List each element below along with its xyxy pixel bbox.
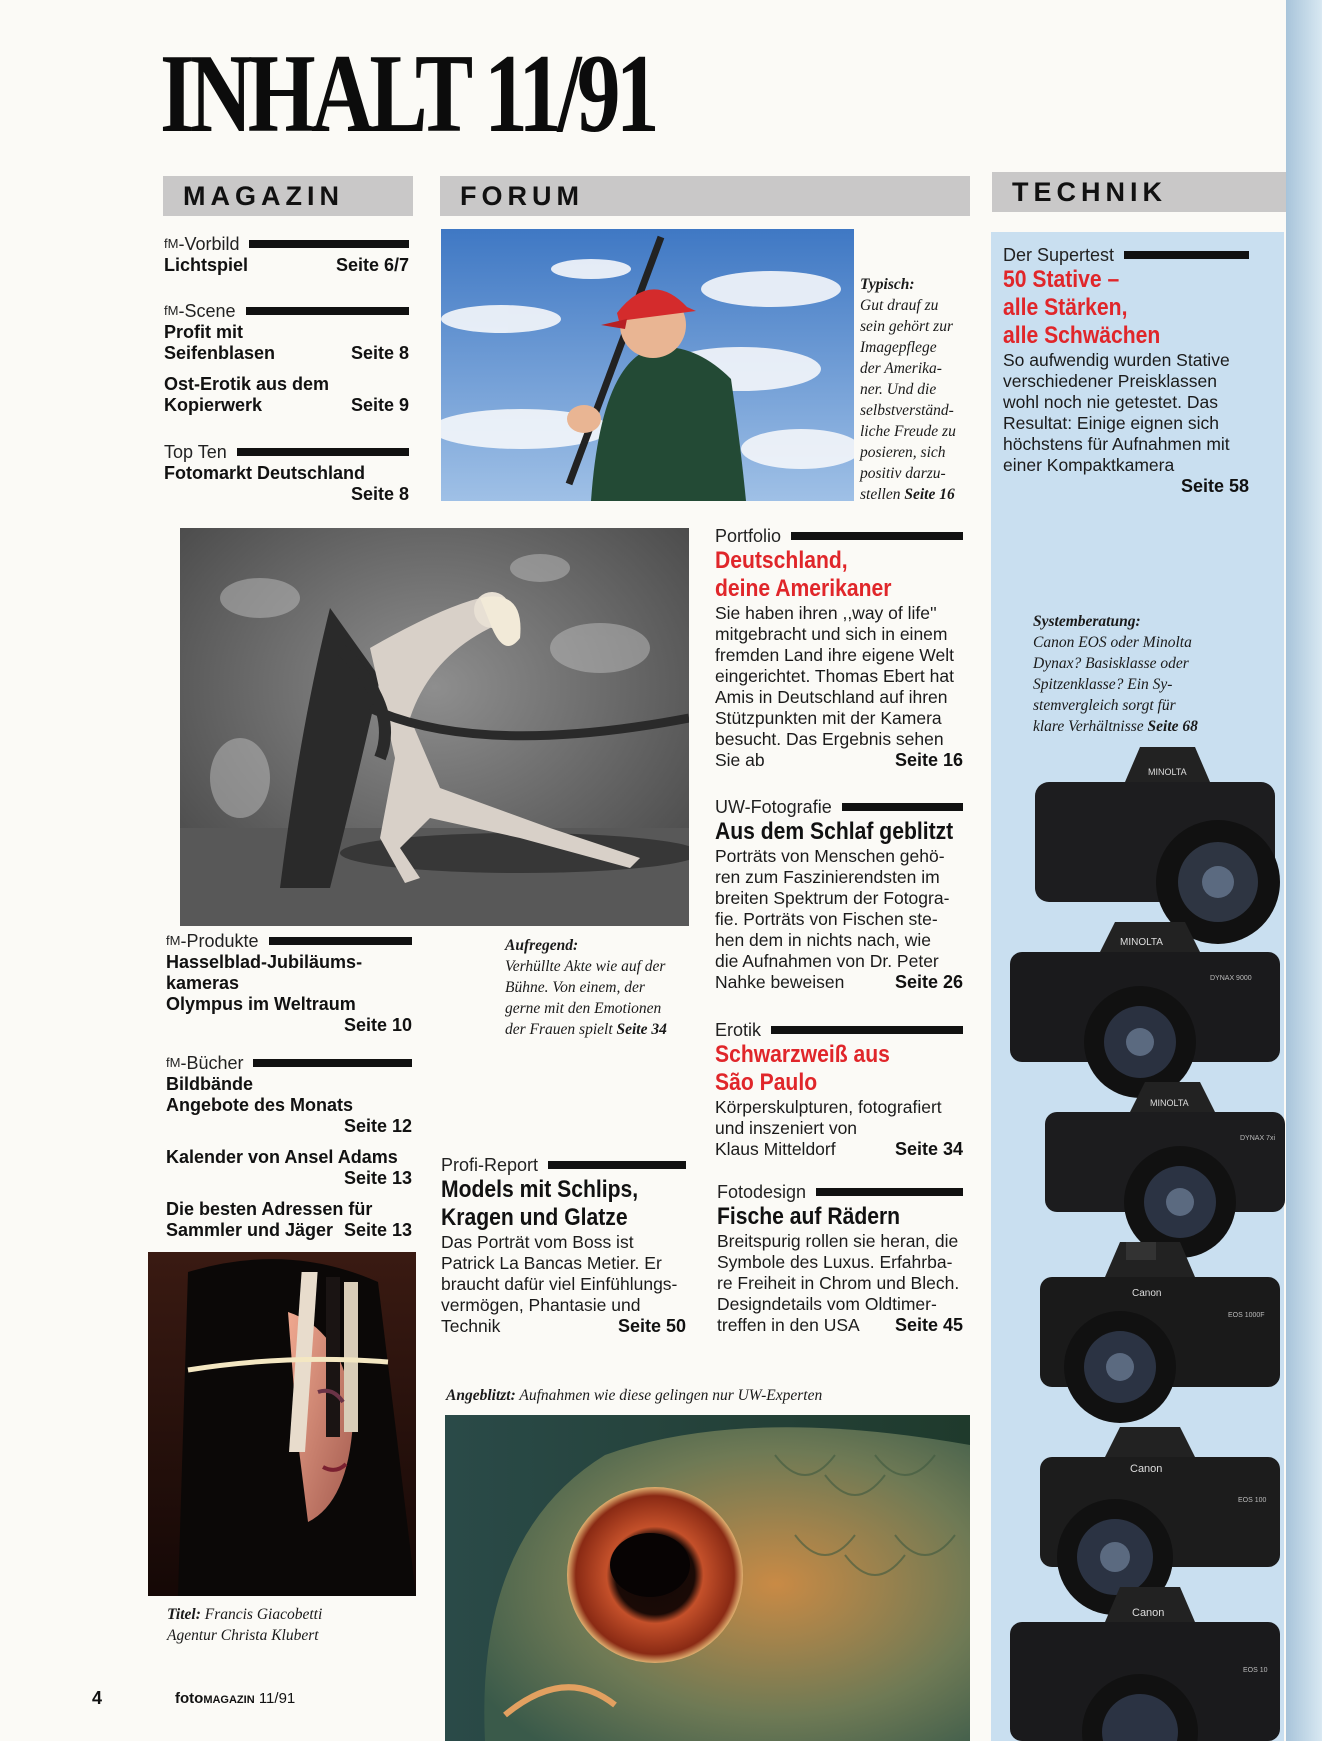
page-ref: Seite 8	[350, 484, 409, 504]
cover-portrait-image	[148, 1252, 416, 1596]
article-erotik[interactable]: Erotik Schwarzweiß aus São Paulo Körperskulpturen, fotografiert und inszeniert von Klaus Mitteldorf Seite 34	[715, 1020, 963, 1159]
camera-1-brand: MINOLTA	[1148, 767, 1187, 777]
kicker-bar	[548, 1161, 686, 1169]
camera-3-brand: MINOLTA	[1150, 1098, 1189, 1108]
caption-systemberatung: Systemberatung: Canon EOS oder Minolta Dynax? Basisklasse oder Spitzenklasse? Ein Sy- stemvergleich sorgt für klare Verhältnisse Seite 68	[1033, 613, 1198, 735]
kicker-bar	[249, 240, 409, 248]
caption-dancer: Aufregend: Verhüllte Akte wie auf der Bühne. Von einem, der gerne mit den Emotionen der Frauen spielt Seite 34	[505, 937, 667, 1038]
camera-5	[1040, 1427, 1280, 1615]
headline: Ost-Erotik aus dem	[164, 374, 330, 394]
camera-6	[1010, 1587, 1280, 1741]
camera-5-model: EOS 100	[1238, 1497, 1267, 1504]
kicker: fM -Produkte	[166, 930, 412, 952]
camera-stack-image	[1000, 742, 1300, 1741]
article-topten[interactable]	[164, 441, 409, 505]
camera-4-model: EOS 1000F	[1228, 1312, 1265, 1319]
camera-stack	[1000, 742, 1300, 1741]
kicker: Erotik	[715, 1019, 963, 1041]
camera-3-model: DYNAX 7xi	[1240, 1135, 1276, 1142]
headline: Fische auf Rädern	[717, 1203, 901, 1230]
camera-4	[1040, 1242, 1280, 1423]
cover-portrait-photo[interactable]	[148, 1252, 416, 1596]
kicker-bar	[269, 937, 413, 945]
camera-2	[1010, 922, 1280, 1098]
page-ref: Seite 10	[343, 1015, 412, 1035]
kicker-bar	[1124, 251, 1249, 259]
kicker-bar	[842, 803, 963, 811]
fish-photo[interactable]	[445, 1415, 970, 1741]
headline: Lichtspiel	[164, 255, 249, 275]
camera-2-brand: MINOLTA	[1120, 937, 1163, 948]
adjacent-page-edge	[1286, 0, 1322, 1741]
headline: Aus dem Schlaf geblitzt	[715, 818, 954, 845]
kicker: Fotodesign	[717, 1181, 963, 1203]
article-vorbild[interactable]	[164, 233, 409, 276]
page-ref: Seite 34	[894, 1139, 963, 1159]
kicker: UW-Fotografie	[715, 796, 963, 818]
section-forum: FORUM	[440, 176, 970, 216]
kicker-bar	[771, 1026, 963, 1034]
footer-issue: fotoMAGAZIN 11/91	[175, 1690, 296, 1707]
camera-4-brand: Canon	[1132, 1288, 1162, 1299]
article-scene[interactable]: fM -Scene Profit mit Seifenblasen Seite 8 Ost-Erotik aus dem Kopierwerk Seite 9	[164, 301, 409, 415]
camera-6-brand: Canon	[1132, 1607, 1165, 1619]
baseball-boy-image	[441, 229, 854, 501]
kicker-bar	[791, 532, 963, 540]
kicker: fM -Bücher	[166, 1052, 412, 1074]
article-supertest[interactable]: Der Supertest 50 Stative – alle Stärken, alle Schwächen So aufwendig wurden Stative verschiedener Preisklassen wohl noch nie getestet. Das Resultat: Einige eignen sich höchstens für Aufnahmen mit einer Kompaktkamera Seite 58	[1003, 245, 1249, 496]
kicker-bar	[237, 448, 409, 456]
caption-fish: Angeblitzt: Aufnahmen wie diese gelingen nur UW-Experten	[446, 1387, 823, 1404]
dancer-photo[interactable]	[180, 528, 689, 926]
caption-boy: Typisch: Gut drauf zu sein gehört zur Imagepflege der Amerika- ner. Und die selbstverständ- liche Freude zu posieren, sich positiv darzu- stellen Seite 16	[860, 276, 956, 503]
headline: Deutschland,	[715, 547, 848, 574]
article-fotodesign[interactable]: Fotodesign Fische auf Rädern Breitspurig rollen sie heran, die Symbole des Luxus. Erfahrba- re Freiheit in Chrom und Blech. Designdetails vom Oldtimer- treffen in den USA Seite 45	[717, 1182, 963, 1335]
page-ref: Seite 12	[343, 1116, 412, 1136]
section-technik: TECHNIK	[992, 172, 1286, 212]
page-ref: Seite 58	[1180, 476, 1249, 496]
kicker-bar	[246, 307, 410, 315]
cover-caption: Titel: Francis Giacobetti Agentur Christa Klubert	[167, 1606, 323, 1644]
page-ref: Seite 13	[343, 1220, 412, 1240]
article-buecher[interactable]: fM -Bücher Bildbände Angebote des Monats Seite 12 Kalender von Ansel Adams Seite 13 Die besten Adressen für Sammler und Jäger Seite 13	[166, 1053, 412, 1240]
headline: Profit mit	[164, 322, 243, 342]
kicker: Portfolio	[715, 525, 963, 547]
article-profi-report[interactable]: Profi-Report Models mit Schlips, Kragen und Glatze Das Porträt vom Boss ist Patrick La Bancas Metier. Er braucht dafür viel Einfühlungs- vermögen, Phantasie und Technik Seite 50	[441, 1155, 686, 1336]
camera-5-brand: Canon	[1130, 1463, 1163, 1475]
camera-6-model: EOS 10	[1243, 1667, 1268, 1674]
section-magazin: MAGAZIN	[163, 176, 413, 216]
article-portfolio[interactable]: Portfolio Deutschland, deine Amerikaner Sie haben ihren ,,way of life'' mitgebracht und sich in einem fremden Land ihre eigene Welt eingerichtet. Thomas Ebert hat Amis in Deutschland auf ihren Stützpunkten mit der Kamera besucht. Das Ergebnis sehen Sie ab Seite 16	[715, 526, 963, 770]
kicker: fM -Scene	[164, 300, 409, 322]
headline: Fotomarkt Deutschland	[164, 463, 366, 483]
kicker: Profi-Report	[441, 1154, 686, 1176]
article-uw-fotografie[interactable]: UW-Fotografie Aus dem Schlaf geblitzt Porträts von Menschen gehö- ren zum Faszinierendsten im breiten Spektrum der Fotogra- fie. Porträts von Fischen ste- hen dem in nichts nach, wie die Aufnahmen von Dr. Peter Nahke beweisen Seite 26	[715, 797, 963, 992]
dancer-image	[180, 528, 689, 926]
kicker: Der Supertest	[1003, 244, 1249, 266]
page-ref: Seite 9	[350, 395, 409, 415]
page-ref: Seite 8	[350, 343, 409, 363]
camera-1	[1035, 747, 1280, 944]
headline: Schwarzweiß aus	[715, 1041, 890, 1068]
page-ref: Seite 26	[894, 972, 963, 992]
page-title: INHALT 11/91	[160, 32, 655, 156]
camera-3	[1045, 1082, 1285, 1258]
kicker: fM -Vorbild	[164, 233, 409, 255]
kicker-bar	[253, 1059, 412, 1067]
page-ref: Seite 13	[343, 1168, 412, 1188]
page-number: 4	[92, 1688, 103, 1708]
kicker: Top Ten	[164, 441, 409, 463]
article-produkte[interactable]: fM -Produkte Hasselblad-Jubiläums- kameras Olympus im Weltraum Seite 10	[166, 931, 412, 1035]
camera-2-model: DYNAX 9000	[1210, 975, 1252, 982]
headline: Models mit Schlips,	[441, 1176, 639, 1203]
page-ref: Seite 6/7	[335, 255, 409, 275]
page-ref: Seite 16	[894, 750, 963, 770]
page-ref: Seite 45	[894, 1315, 963, 1335]
baseball-boy-photo[interactable]	[441, 229, 854, 501]
page-ref: Seite 50	[617, 1316, 686, 1336]
fish-image	[445, 1415, 970, 1741]
kicker-bar	[816, 1188, 963, 1196]
headline: 50 Stative –	[1003, 266, 1120, 293]
